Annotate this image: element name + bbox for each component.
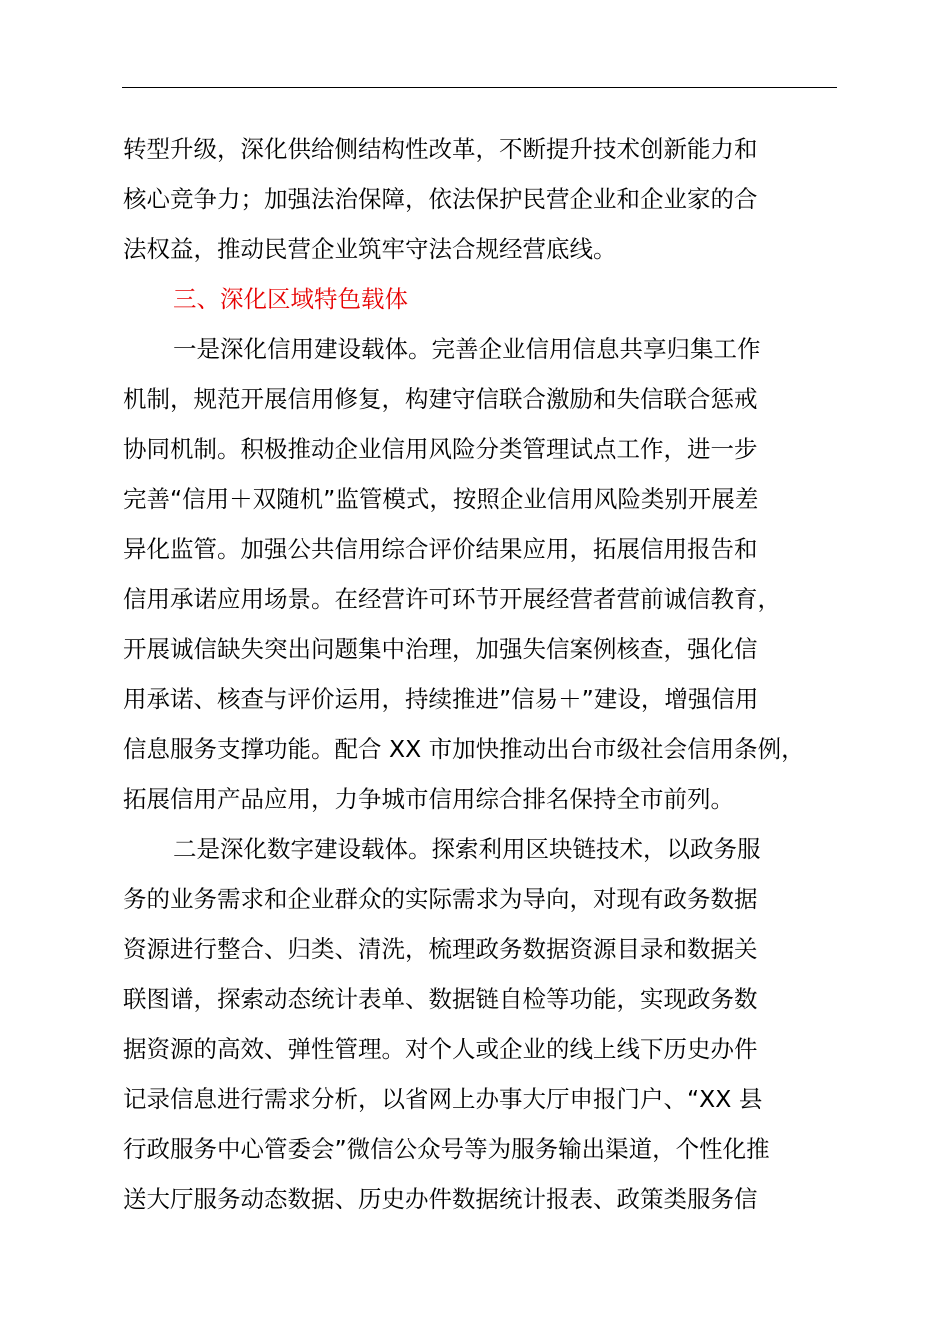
paragraph-line: 行政服务中心管委会”微信公众号等为服务输出渠道，个性化推 [123, 1135, 770, 1163]
paragraph-line: 用承诺、核查与评价运用，持续推进”信易＋”建设，增强信用 [123, 685, 759, 713]
paragraph-line: 务的业务需求和企业群众的实际需求为导向，对现有政务数据 [123, 885, 758, 913]
paragraph-line: 拓展信用产品应用，力争城市信用综合排名保持全市前列。 [123, 785, 734, 813]
header-rule [122, 87, 837, 88]
paragraph-line: 一是深化信用建设载体。完善企业信用信息共享归集工作 [173, 335, 761, 363]
paragraph-line: 送大厅服务动态数据、历史办件数据统计报表、政策类服务信 [123, 1185, 758, 1213]
paragraph-line: 开展诚信缺失突出问题集中治理，加强失信案例核查，强化信 [123, 635, 758, 663]
paragraph-line: 协同机制。积极推动企业信用风险分类管理试点工作，进一步 [123, 435, 758, 463]
paragraph-line: 联图谱，探索动态统计表单、数据链自检等功能，实现政务数 [123, 985, 758, 1013]
paragraph-line: 核心竞争力；加强法治保障，依法保护民营企业和企业家的合 [123, 185, 758, 213]
paragraph-line: 二是深化数字建设载体。探索利用区块链技术，以政务服 [173, 835, 761, 863]
paragraph-line: 完善“信用＋双随机”监管模式，按照企业信用风险类别开展差 [123, 485, 759, 513]
paragraph-line: 信息服务支撑功能。配合 XX 市加快推动出台市级社会信用条例， [123, 735, 805, 763]
paragraph-line: 转型升级，深化供给侧结构性改革，不断提升技术创新能力和 [123, 135, 758, 163]
paragraph-line: 记录信息进行需求分析，以省网上办事大厅申报门户、“XX 县 [123, 1085, 763, 1113]
document-body [123, 124, 863, 1224]
paragraph-line: 资源进行整合、归类、清洗，梳理政务数据资源目录和数据关 [123, 935, 758, 963]
paragraph-line: 信用承诺应用场景。在经营许可环节开展经营者营前诚信教育， [123, 585, 781, 613]
section-heading: 三、深化区域特色载体 [173, 285, 408, 313]
paragraph-line: 异化监管。加强公共信用综合评价结果应用，拓展信用报告和 [123, 535, 758, 563]
paragraph-line: 机制，规范开展信用修复，构建守信联合激励和失信联合惩戒 [123, 385, 758, 413]
paragraph-line: 法权益，推动民营企业筑牢守法合规经营底线。 [123, 235, 617, 263]
paragraph-line: 据资源的高效、弹性管理。对个人或企业的线上线下历史办件 [123, 1035, 758, 1063]
